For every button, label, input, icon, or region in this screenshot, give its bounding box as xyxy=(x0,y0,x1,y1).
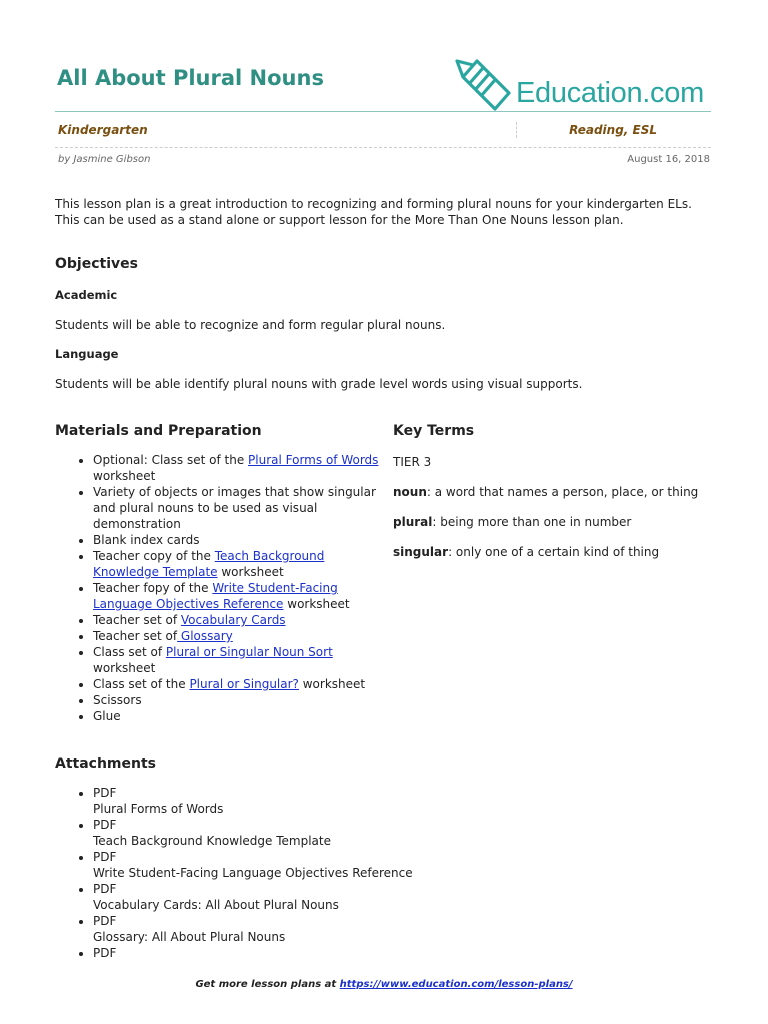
list-item: • Teacher copy of the Teach Background Knowledge Template worksheet xyxy=(93,548,383,580)
key-term-plural: plural: being more than one in number xyxy=(393,515,632,529)
vocabulary-cards-link[interactable]: Vocabulary Cards xyxy=(180,613,286,627)
page-title: All About Plural Nouns xyxy=(57,66,324,90)
logo-wordmark: Education.com xyxy=(516,77,704,109)
plural-forms-link[interactable]: Plural Forms of Words xyxy=(248,453,379,467)
list-item: • Class set of the Plural or Singular? worksheet xyxy=(93,676,383,692)
plural-or-singular-link[interactable]: Plural or Singular? xyxy=(189,677,299,691)
glossary-link[interactable]: Glossary xyxy=(177,629,233,643)
meta-divider xyxy=(55,147,711,148)
key-term-singular: singular: only one of a certain kind of thing xyxy=(393,545,660,559)
list-item: • Teacher set of Vocabulary Cards xyxy=(93,612,383,628)
objectives-heading: Objectives xyxy=(55,256,138,272)
materials-heading: Materials and Preparation xyxy=(55,423,262,439)
subject-label: Reading, ESL xyxy=(569,123,657,137)
list-item[interactable]: • PDF Teach Background Knowledge Template xyxy=(93,817,593,849)
list-item: • Teacher set of Glossary xyxy=(93,628,383,644)
list-item[interactable]: • PDF Glossary: All About Plural Nouns xyxy=(93,913,593,945)
language-heading: Language xyxy=(55,347,119,361)
list-item: • Optional: Class set of the Plural Forms of Words worksheet xyxy=(93,452,383,484)
attachments-list xyxy=(55,785,593,961)
list-item: • Glue xyxy=(93,708,383,724)
lesson-plans-link[interactable]: https://www.education.com/lesson-plans/ xyxy=(339,979,573,990)
pencil-logo-icon xyxy=(455,55,515,113)
intro-paragraph: This lesson plan is a great introduction to recognizing and forming plural nouns for your kindergarten ELs. This can be used as a stand alone or support lesson for the More Than One Nouns lesson plan. xyxy=(55,197,692,227)
background-knowledge-link[interactable]: Teach Background Knowledge Template xyxy=(93,549,325,579)
noun-sort-link[interactable]: Plural or Singular Noun Sort xyxy=(165,645,333,659)
header-divider xyxy=(55,111,711,112)
list-item: • Teacher fopy of the Write Student-Facing Language Objectives Reference worksheet xyxy=(93,580,383,612)
list-item: • Blank index cards xyxy=(93,532,383,548)
list-item[interactable]: • PDF Plural Forms of Words xyxy=(93,785,593,817)
author-label: by Jasmine Gibson xyxy=(58,154,151,165)
list-item: • Class set of Plural or Singular Noun Sort worksheet xyxy=(93,644,383,676)
academic-heading: Academic xyxy=(55,288,118,302)
meta-vertical-divider xyxy=(516,122,517,138)
date-label: August 16, 2018 xyxy=(627,154,710,165)
academic-objective: Students will be able to recognize and form regular plural nouns. xyxy=(55,318,446,332)
key-term-noun: noun: a word that names a person, place, or thing xyxy=(393,485,699,499)
language-objective: Students will be able identify plural nouns with grade level words using visual supports. xyxy=(55,377,583,391)
language-objectives-link[interactable]: Write Student-Facing Language Objectives Reference xyxy=(93,581,338,611)
list-item[interactable]: • PDF Write Student-Facing Language Objectives Reference xyxy=(93,849,593,881)
key-terms-heading: Key Terms xyxy=(393,423,475,439)
list-item: • Scissors xyxy=(93,692,383,708)
grade-label: Kindergarten xyxy=(58,123,148,137)
page-footer: Get more lesson plans at https://www.education.com/lesson-plans/ xyxy=(195,979,573,990)
list-item[interactable]: • PDF xyxy=(93,945,593,961)
tier-label: TIER 3 xyxy=(393,455,432,469)
education-com-logo[interactable] xyxy=(455,55,715,115)
list-item: • Variety of objects or images that show singular and plural nouns to be used as visual demonstration xyxy=(93,484,383,532)
materials-list xyxy=(55,452,383,724)
attachments-heading: Attachments xyxy=(55,756,157,772)
list-item[interactable]: • PDF Vocabulary Cards: All About Plural Nouns xyxy=(93,881,593,913)
